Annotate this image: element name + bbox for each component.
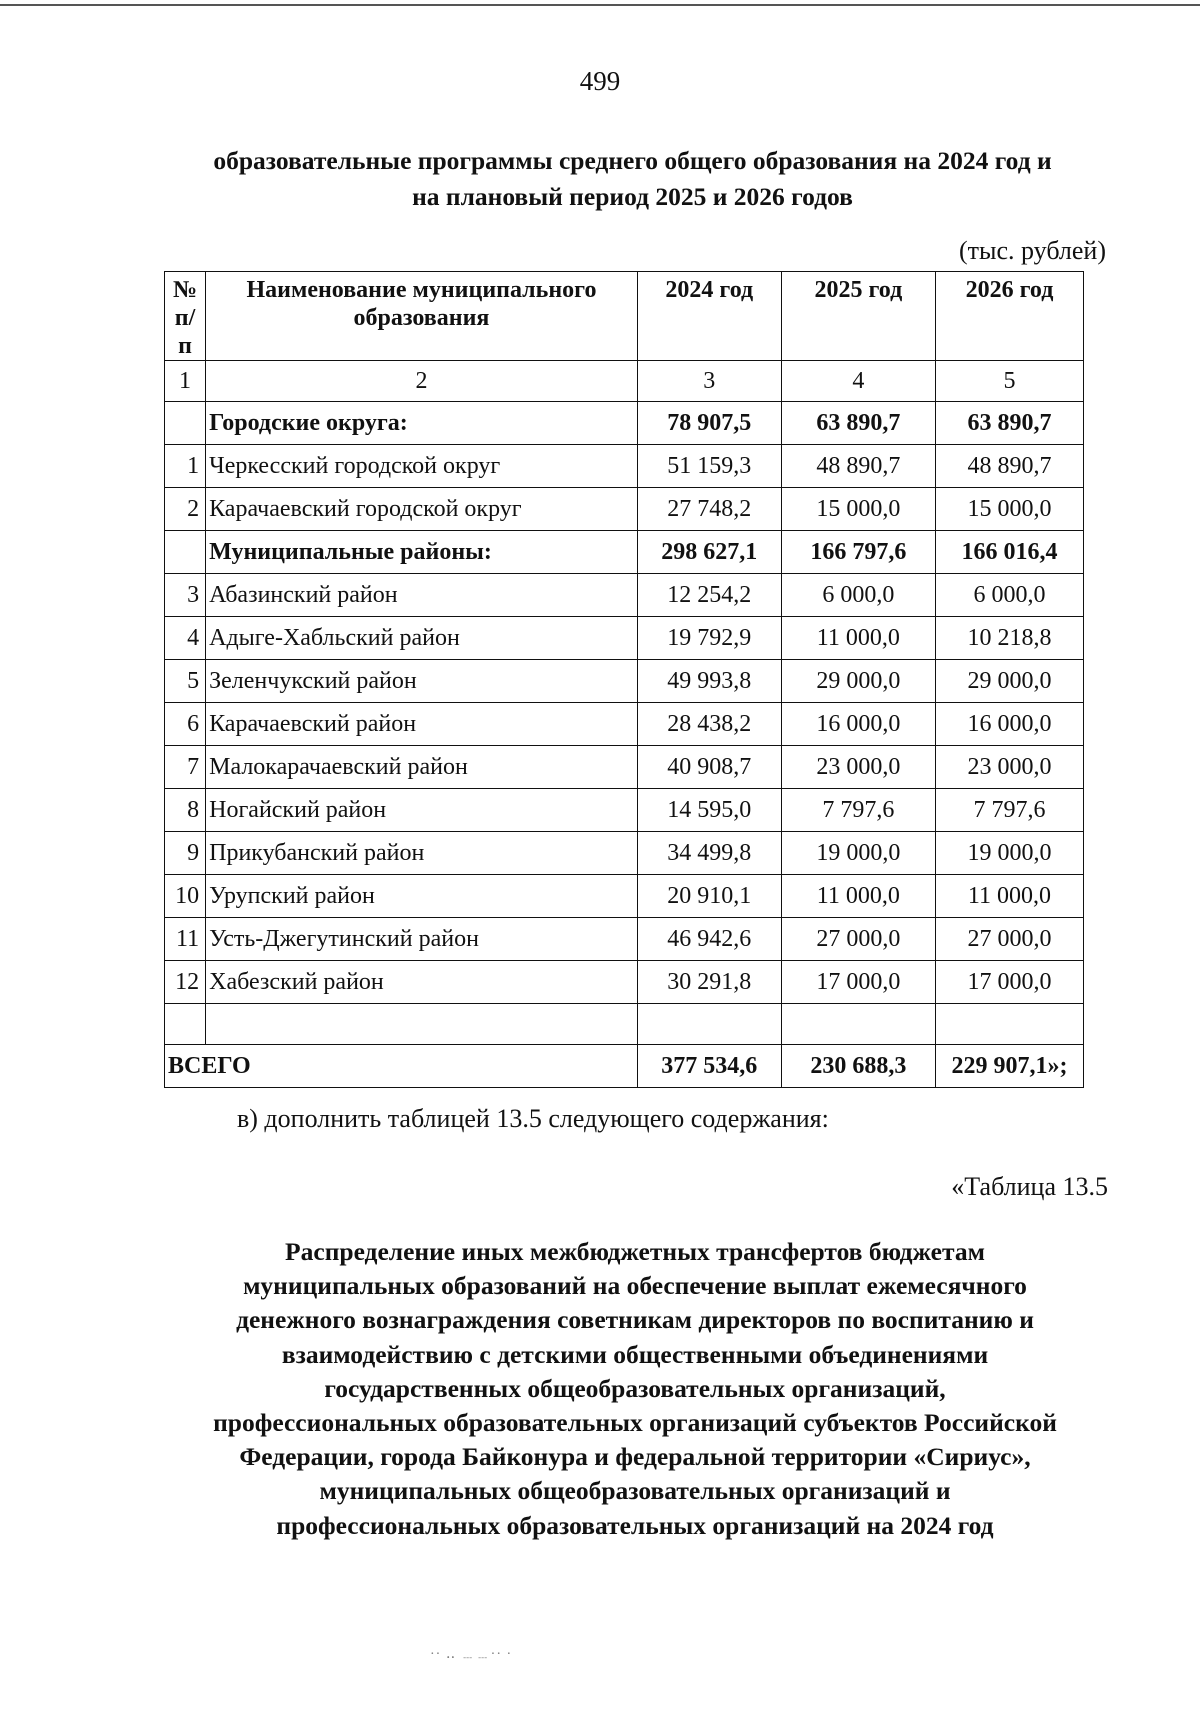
row-value-2024: 30 291,8 <box>637 961 781 1004</box>
row-value-2024: 19 792,9 <box>637 617 781 660</box>
row-value-2024: 298 627,1 <box>637 531 781 574</box>
row-value-2024: 51 159,3 <box>637 445 781 488</box>
row-name: Черкесский городской округ <box>206 445 638 488</box>
table-total-row <box>165 1045 1084 1088</box>
table-row <box>165 789 1084 832</box>
row-value-2025: 7 797,6 <box>781 789 935 832</box>
row-number: 7 <box>165 746 206 789</box>
row-value-2024: 20 910,1 <box>637 875 781 918</box>
row-value-2025: 29 000,0 <box>781 660 935 703</box>
row-name: Муниципальные районы: <box>206 531 638 574</box>
row-value-2025: 16 000,0 <box>781 703 935 746</box>
allocation-table <box>164 271 1084 1088</box>
row-value-2025: 27 000,0 <box>781 918 935 961</box>
header-name: Наименование муниципального образования <box>206 272 638 361</box>
column-number: 2 <box>206 361 638 402</box>
row-value-2026: 10 218,8 <box>935 617 1083 660</box>
subheading-line: муниципальных общеобразовательных организаций и <box>319 1476 951 1506</box>
row-name: Карачаевский район <box>206 703 638 746</box>
row-value-2025: 15 000,0 <box>781 488 935 531</box>
table-row <box>165 918 1084 961</box>
row-number: 8 <box>165 789 206 832</box>
row-name: Карачаевский городской округ <box>206 488 638 531</box>
table-row <box>165 832 1084 875</box>
column-number: 5 <box>935 361 1083 402</box>
table-row <box>165 488 1084 531</box>
column-number: 4 <box>781 361 935 402</box>
row-value-2025: 48 890,7 <box>781 445 935 488</box>
row-number: 6 <box>165 703 206 746</box>
table-row <box>165 660 1084 703</box>
table-body <box>165 272 1084 1088</box>
row-value-2024: 12 254,2 <box>637 574 781 617</box>
subheading-line: муниципальных образований на обеспечение выплат ежемесячного <box>243 1271 1027 1301</box>
row-number: 9 <box>165 832 206 875</box>
column-number-row <box>165 361 1084 402</box>
row-value-2026: 19 000,0 <box>935 832 1083 875</box>
total-value-2024: 377 534,6 <box>637 1045 781 1088</box>
blank-cell <box>637 1004 781 1045</box>
table-row <box>165 574 1084 617</box>
row-value-2025: 19 000,0 <box>781 832 935 875</box>
table-row <box>165 961 1084 1004</box>
table-row <box>165 746 1084 789</box>
table-row <box>165 445 1084 488</box>
row-value-2024: 14 595,0 <box>637 789 781 832</box>
subheading-line: Распределение иных межбюджетных трансфертов бюджетам <box>285 1237 985 1266</box>
row-number: 11 <box>165 918 206 961</box>
subheading-line: денежного вознаграждения советникам директоров по воспитанию и <box>236 1305 1034 1335</box>
total-value-2026: 229 907,1»; <box>935 1045 1083 1088</box>
row-number: 3 <box>165 574 206 617</box>
top-scan-border <box>0 4 1200 6</box>
row-number: 1 <box>165 445 206 488</box>
row-name: Ногайский район <box>206 789 638 832</box>
table-group-row <box>165 531 1084 574</box>
units-label: (тыс. рублей) <box>958 236 1106 265</box>
subheading-line: государственных общеобразовательных организаций, <box>324 1373 946 1403</box>
subheading-line: Федерации, города Байконура и федеральной территории «Сириус», <box>239 1442 1031 1472</box>
row-value-2026: 7 797,6 <box>935 789 1083 832</box>
row-value-2026: 11 000,0 <box>935 875 1083 918</box>
table-row <box>165 703 1084 746</box>
row-value-2025: 17 000,0 <box>781 961 935 1004</box>
heading-line: на плановый период 2025 и 2026 годов <box>412 182 853 211</box>
total-label: ВСЕГО <box>165 1045 638 1088</box>
row-value-2025: 11 000,0 <box>781 617 935 660</box>
row-value-2026: 27 000,0 <box>935 918 1083 961</box>
row-name: Малокарачаевский район <box>206 746 638 789</box>
row-value-2024: 40 908,7 <box>637 746 781 789</box>
row-value-2026: 6 000,0 <box>935 574 1083 617</box>
row-name: Урупский район <box>206 875 638 918</box>
row-value-2025: 63 890,7 <box>781 402 935 445</box>
row-value-2025: 6 000,0 <box>781 574 935 617</box>
column-number: 1 <box>165 361 206 402</box>
row-value-2026: 17 000,0 <box>935 961 1083 1004</box>
blank-cell <box>206 1004 638 1045</box>
table-13-5-heading <box>150 1235 1120 1543</box>
row-number <box>165 402 206 445</box>
scan-artifact: ·· ‥ ﹍﹍·· · <box>430 1647 513 1662</box>
table-row <box>165 617 1084 660</box>
row-name: Городские округа: <box>206 402 638 445</box>
row-name: Зеленчукский район <box>206 660 638 703</box>
header-2025: 2025 год <box>781 272 935 361</box>
table-heading <box>165 143 1100 215</box>
row-value-2024: 49 993,8 <box>637 660 781 703</box>
table-row <box>165 875 1084 918</box>
row-value-2026: 15 000,0 <box>935 488 1083 531</box>
row-number: 10 <box>165 875 206 918</box>
row-name: Хабезский район <box>206 961 638 1004</box>
page-number: 499 <box>579 66 621 96</box>
column-number: 3 <box>637 361 781 402</box>
header-2026: 2026 год <box>935 272 1083 361</box>
row-number: 12 <box>165 961 206 1004</box>
row-value-2026: 16 000,0 <box>935 703 1083 746</box>
row-name: Прикубанский район <box>206 832 638 875</box>
subheading-line: профессиональных образовательных организаций на 2024 год <box>276 1510 994 1540</box>
row-name: Адыге-Хабльский район <box>206 617 638 660</box>
row-value-2025: 11 000,0 <box>781 875 935 918</box>
subheading-line: профессиональных образовательных организаций субъектов Российской <box>213 1408 1057 1438</box>
row-number: 4 <box>165 617 206 660</box>
row-value-2026: 166 016,4 <box>935 531 1083 574</box>
row-value-2026: 63 890,7 <box>935 402 1083 445</box>
row-value-2024: 28 438,2 <box>637 703 781 746</box>
row-name: Усть-Джегутинский район <box>206 918 638 961</box>
row-value-2026: 29 000,0 <box>935 660 1083 703</box>
row-value-2026: 48 890,7 <box>935 445 1083 488</box>
table-header-row <box>165 272 1084 361</box>
row-name: Абазинский район <box>206 574 638 617</box>
subheading-line: взаимодействию с детскими общественными объединениями <box>281 1339 989 1369</box>
amendment-paragraph: в) дополнить таблицей 13.5 следующего содержания: <box>237 1104 829 1133</box>
row-value-2025: 23 000,0 <box>781 746 935 789</box>
row-number: 2 <box>165 488 206 531</box>
table-label: «Таблица 13.5 <box>951 1172 1108 1201</box>
blank-cell <box>781 1004 935 1045</box>
header-no: № п/п <box>165 272 206 361</box>
header-2024: 2024 год <box>637 272 781 361</box>
blank-cell <box>165 1004 206 1045</box>
row-value-2024: 34 499,8 <box>637 832 781 875</box>
row-value-2024: 46 942,6 <box>637 918 781 961</box>
row-number: 5 <box>165 660 206 703</box>
total-value-2025: 230 688,3 <box>781 1045 935 1088</box>
row-value-2024: 27 748,2 <box>637 488 781 531</box>
row-value-2024: 78 907,5 <box>637 402 781 445</box>
row-number <box>165 531 206 574</box>
blank-cell <box>935 1004 1083 1045</box>
row-value-2025: 166 797,6 <box>781 531 935 574</box>
heading-line: образовательные программы среднего общего образования на 2024 год и <box>213 146 1052 175</box>
row-value-2026: 23 000,0 <box>935 746 1083 789</box>
table-group-row <box>165 402 1084 445</box>
table-blank-row <box>165 1004 1084 1045</box>
